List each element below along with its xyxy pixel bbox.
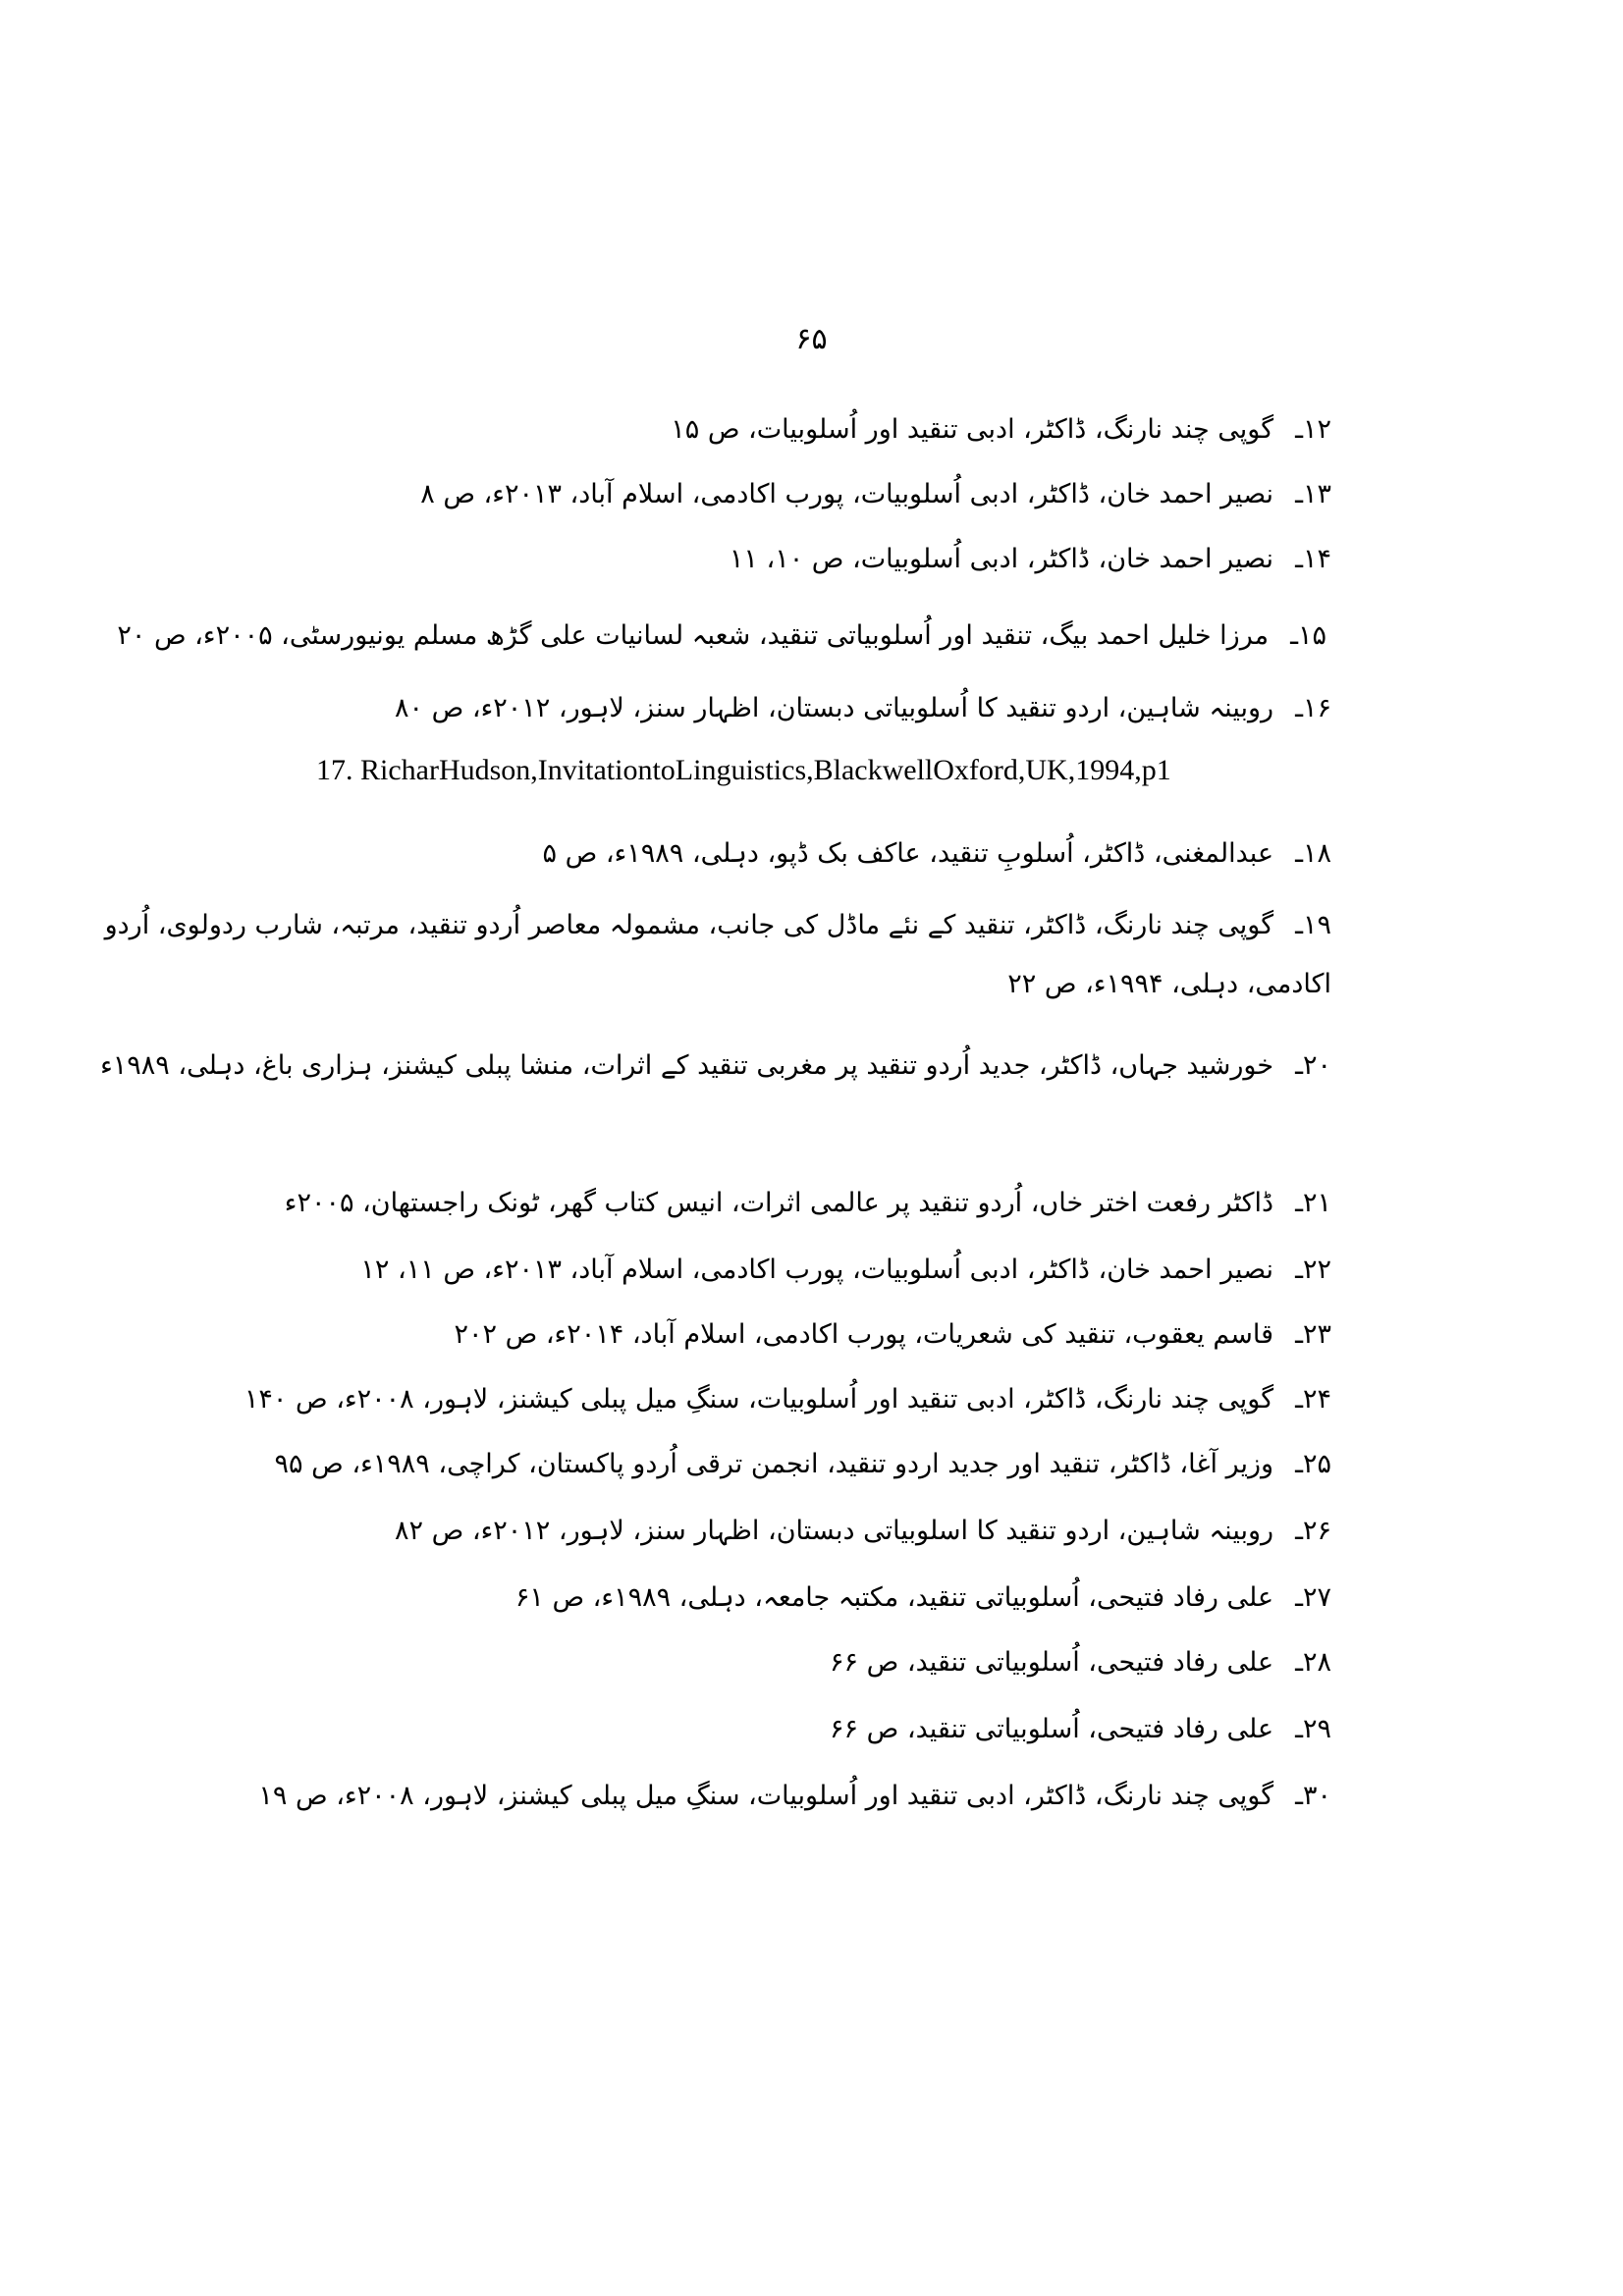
footnote-text: علی رفاد فتیحی، اُسلوبیاتی تنقید، ص ۶۶ — [830, 1647, 1274, 1678]
footnote-25 — [275, 1435, 1331, 1494]
footnote-29 — [830, 1700, 1331, 1759]
footnote-number: ۲۸ـ — [1295, 1647, 1331, 1678]
footnote-number: ۲۵ـ — [1295, 1449, 1331, 1479]
footnote-number: ۱۳ـ — [1295, 479, 1331, 509]
footnote-28 — [830, 1633, 1331, 1692]
footnote-23 — [455, 1306, 1332, 1364]
footnote-number: 17. — [316, 754, 353, 786]
page-number: ۶۵ — [795, 322, 828, 356]
footnote-number: ۱۴ـ — [1295, 544, 1331, 574]
footnote-number: ۲۲ـ — [1295, 1255, 1331, 1285]
footnote-19 — [55, 896, 1331, 1014]
footnote-number: ۳۰ـ — [1295, 1781, 1331, 1811]
footnote-20 — [55, 1037, 1331, 1095]
footnote-24 — [244, 1370, 1331, 1429]
footnote-15 — [117, 607, 1326, 666]
footnote-text: گوپی چند نارنگ، ڈاکٹر، ادبی تنقید اور اُسلوبیات، ص ۱۵ — [671, 414, 1274, 445]
footnote-16 — [395, 679, 1331, 738]
footnote-text: قاسم یعقوب، تنقید کی شعریات، پورب اکادمی، اسلام آباد، ۲۰۱۴ء، ص ۲۰۲ — [454, 1319, 1274, 1350]
footnote-26 — [395, 1502, 1331, 1561]
footnote-12 — [671, 400, 1331, 459]
footnote-number: ۲۱ـ — [1295, 1188, 1331, 1218]
footnote-text: علی رفاد فتیحی، اُسلوبیاتی تنقید، مکتبہ جامعہ، دہلی، ۱۹۸۹ء، ص ۶۱ — [514, 1582, 1274, 1613]
footnote-number: ۲۷ـ — [1295, 1582, 1331, 1613]
footnote-27 — [515, 1569, 1331, 1628]
footnote-text: گوپی چند نارنگ، ڈاکٹر، ادبی تنقید اور اُسلوبیات، سنگِ میل پبلی کیشنز، لاہور، ۲۰۰۸ء، ص ۱۹ — [258, 1781, 1274, 1811]
footnote-number: ۲۳ـ — [1295, 1319, 1331, 1350]
footnote-number: ۲۰ـ — [1295, 1050, 1331, 1081]
footnote-number: ۱۶ـ — [1295, 693, 1331, 723]
footnote-text: گوپی چند نارنگ، ڈاکٹر، تنقید کے نئے ماڈل کی جانب، مشمولہ معاصر اُردو تنقید، مرتبہ، شارب ردولوی، اُردو اکادمی، دہلی، ۱۹۹۴ء، ص ۲۲ — [104, 910, 1331, 999]
footnote-text: مرزا خلیل احمد بیگ، تنقید اور اُسلوبیاتی تنقید، شعبہ لسانیات علی گڑھ مسلم یونیورسٹی، ۲۰۰۵ء، ص ۲۰ — [117, 620, 1270, 651]
footnote-13 — [420, 465, 1331, 524]
footnote-number: ۲۹ـ — [1295, 1714, 1331, 1744]
footnote-text: روبینہ شاہین، اردو تنقید کا اُسلوبیاتی دبستان، اظہار سنز، لاہور، ۲۰۱۲ء، ص ۸۰ — [395, 693, 1274, 723]
footnote-text: گوپی چند نارنگ، ڈاکٹر، ادبی تنقید اور اُسلوبیات، سنگِ میل پبلی کیشنز، لاہور، ۲۰۰۸ء، ص ۱۴۰ — [243, 1384, 1274, 1415]
footnote-text: ڈاکٹر رفعت اختر خاں، اُردو تنقید پر عالمی اثرات، انیس کتاب گھر، ٹونک راجستھان، ۲۰۰۵ء — [284, 1188, 1274, 1218]
footnote-text: وزیر آغا، ڈاکٹر، تنقید اور جدید اردو تنقید، انجمن ترقی اُردو پاکستان، کراچی، ۱۹۸۹ء، ص ۹۵ — [274, 1449, 1274, 1479]
footnote-14 — [730, 530, 1331, 589]
footnote-18 — [543, 825, 1331, 883]
footnote-text: علی رفاد فتیحی، اُسلوبیاتی تنقید، ص ۶۶ — [830, 1714, 1274, 1744]
footnote-number: ۱۸ـ — [1295, 838, 1331, 869]
footnote-text: نصیر احمد خان، ڈاکٹر، ادبی اُسلوبیات، ص ۱۰، ۱۱ — [729, 544, 1274, 574]
footnote-number: ۱۲ـ — [1295, 414, 1331, 445]
footnote-21 — [285, 1174, 1331, 1233]
footnote-text: نصیر احمد خان، ڈاکٹر، ادبی اُسلوبیات، پورب اکادمی، اسلام آباد، ۲۰۱۳ء، ص ۱۱، ۱۲ — [360, 1255, 1274, 1285]
footnote-text: روبینہ شاہین، اردو تنقید کا اسلوبیاتی دبستان، اظہار سنز، لاہور، ۲۰۱۲ء، ص ۸۲ — [395, 1516, 1274, 1546]
footnote-text: خورشید جہاں، ڈاکٹر، جدید اُردو تنقید پر مغربی تنقید کے اثرات، منشا پبلی کیشنز، ہزاری باغ، دہلی، ۱۹۸۹ء — [100, 1050, 1274, 1081]
footnote-30 — [258, 1767, 1331, 1826]
footnote-text: عبدالمغنی، ڈاکٹر، اُسلوبِ تنقید، عاکف بک ڈپو، دہلی، ۱۹۸۹ء، ص ۵ — [542, 838, 1274, 869]
footnote-22 — [360, 1241, 1331, 1300]
footnote-number: ۲۶ـ — [1295, 1516, 1331, 1546]
footnote-text: نصیر احمد خان، ڈاکٹر، ادبی اُسلوبیات، پورب اکادمی، اسلام آباد، ۲۰۱۳ء، ص ۸ — [420, 479, 1274, 509]
footnote-number: ۱۵ـ — [1290, 620, 1326, 651]
footnote-text: RicharHudson,InvitationtoLinguistics,BlackwellOxford,UK,1994,p1 — [360, 754, 1171, 786]
footnote-17 — [316, 754, 1171, 787]
footnote-number: ۲۴ـ — [1295, 1384, 1331, 1415]
footnote-number: ۱۹ـ — [1295, 910, 1331, 940]
